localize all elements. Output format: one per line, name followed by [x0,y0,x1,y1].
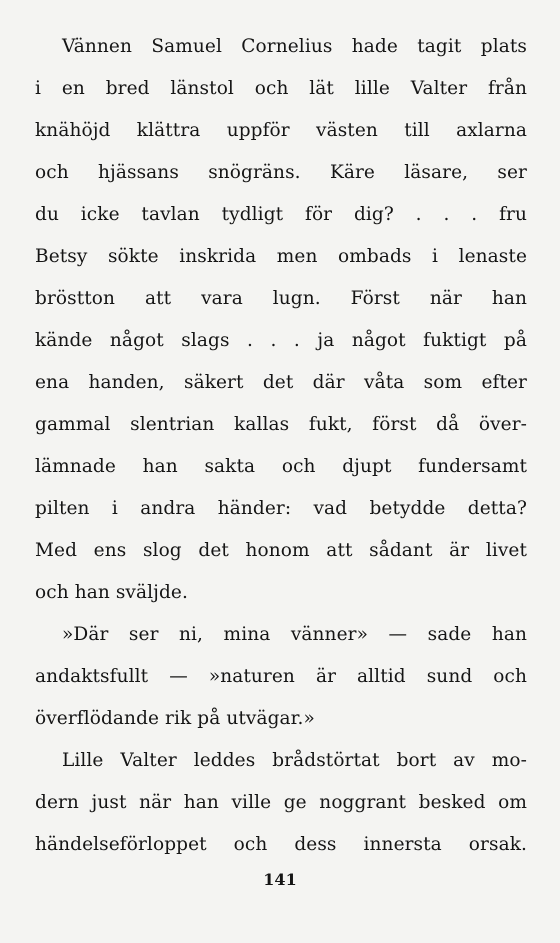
text-line: gammal slentrian kallas fukt, först då över- [35,414,527,435]
text-line: i en bred länstol och lät lille Valter från [35,78,527,99]
text-line: Lille Valter leddes brådstörtat bort av mo- [62,750,527,771]
text-line: knähöjd klättra uppför västen till axlarna [35,120,527,141]
text-line: och hjässans snögräns. Käre läsare, ser [35,162,527,183]
text-line: andaktsfullt — »naturen är alltid sund och [35,666,527,687]
text-line: dern just när han ville ge noggrant besked om [35,792,527,813]
text-line: Vännen Samuel Cornelius hade tagit plats [62,36,527,57]
text-line: »Där ser ni, mina vänner» — sade han [62,624,527,645]
text-line: och han sväljde. [35,582,188,603]
text-line: överflödande rik på utvägar.» [35,708,315,729]
text-line: kände något slags . . . ja något fuktigt på [35,330,527,351]
page-number: 141 [263,870,297,889]
text-line: pilten i andra händer: vad betydde detta? [35,498,527,519]
text-line: Betsy sökte inskrida men ombads i lenaste [35,246,527,267]
text-line: Med ens slog det honom att sådant är livet [35,540,527,561]
text-line: du icke tavlan tydligt för dig? . . . fru [35,204,527,225]
text-line: händelseförloppet och dess innersta orsak. [35,834,527,855]
text-line: lämnade han sakta och djupt fundersamt [35,456,527,477]
text-line: bröstton att vara lugn. Först när han [35,288,527,309]
text-line: ena handen, säkert det där våta som efter [35,372,527,393]
